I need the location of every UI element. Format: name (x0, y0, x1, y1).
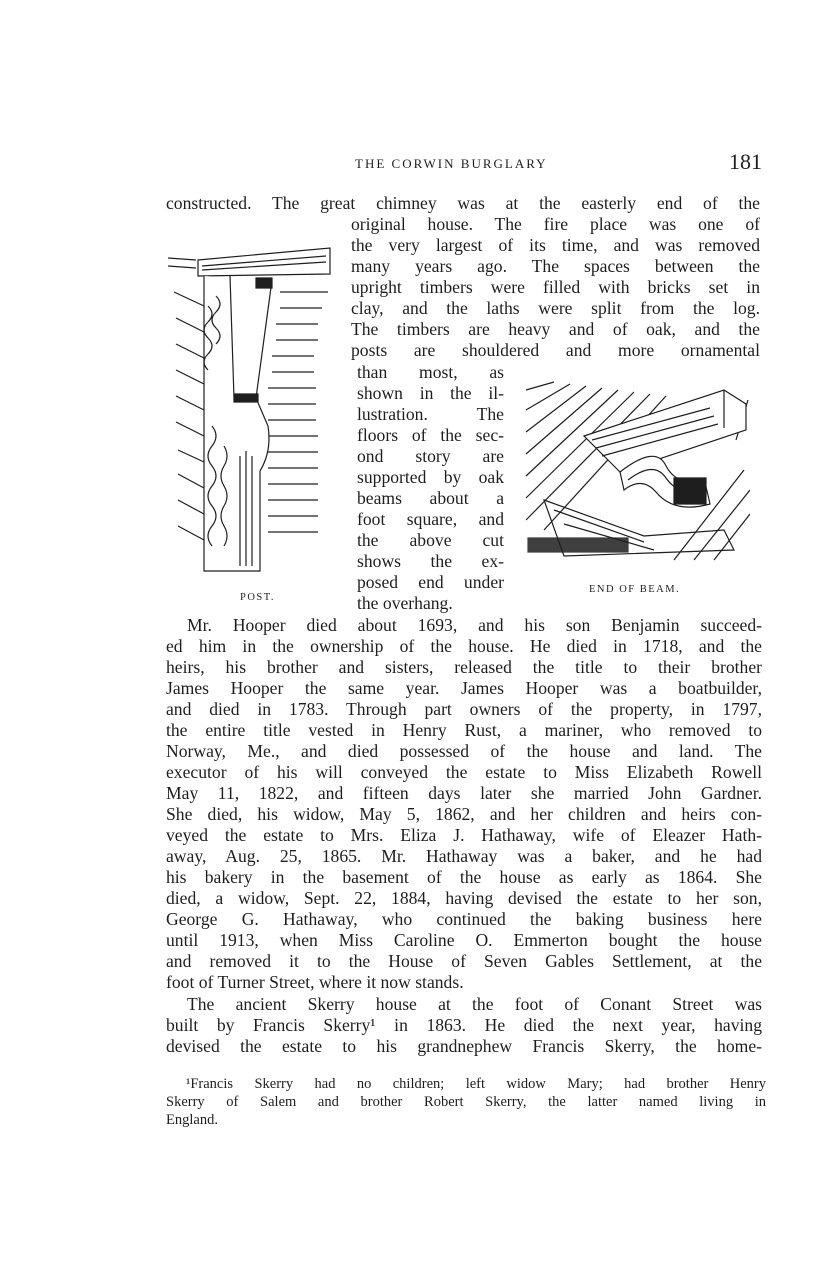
body-line: his bakery in the basement of the house as early as 1864. She (166, 867, 762, 887)
body-line: the entire title vested in Henry Rust, a mariner, who removed to (166, 720, 762, 740)
body-line: many years ago. The spaces between the (351, 256, 760, 276)
body-line: supported by oak (357, 467, 504, 487)
body-line: upright timbers were filled with bricks set in (351, 277, 760, 297)
body-line: beams about a (357, 488, 504, 508)
body-line: Norway, Me., and died possessed of the house and land. The (166, 741, 762, 761)
body-line: ond story are (357, 446, 504, 466)
end-of-beam-illustration (524, 380, 750, 562)
body-line: posed end under (357, 572, 504, 592)
body-line: She died, his widow, May 5, 1862, and her children and heirs con- (166, 804, 762, 824)
footnote-line: ¹Francis Skerry had no children; left widow Mary; had brother Henry (186, 1076, 766, 1092)
body-line: ed him in the ownership of the house. He died in 1718, and the (166, 636, 762, 656)
body-line: shows the ex- (357, 551, 504, 571)
body-line: clay, and the laths were split from the log. (351, 298, 760, 318)
page-number: 181 (729, 149, 762, 174)
body-line: James Hooper the same year. James Hooper was a boatbuilder, (166, 678, 762, 698)
body-line: built by Francis Skerry¹ in 1863. He died the next year, having (166, 1015, 762, 1035)
body-line: than most, as (357, 362, 504, 382)
body-line: and died in 1783. Through part owners of the property, in 1797, (166, 699, 762, 719)
body-line: died, a widow, Sept. 22, 1884, having devised the estate to her son, (166, 888, 762, 908)
body-line: May 11, 1822, and fifteen days later she married John Gardner. (166, 783, 762, 803)
body-line: George G. Hathaway, who continued the baking business here (166, 909, 762, 929)
body-line: the overhang. (357, 593, 453, 613)
body-line: the very largest of its time, and was removed (351, 235, 760, 255)
body-line: foot of Turner Street, where it now stands. (166, 972, 464, 992)
body-line: heirs, his brother and sisters, released the title to their brother (166, 657, 762, 677)
body-line: shown in the il- (357, 383, 504, 403)
end-of-beam-caption: END OF BEAM. (589, 584, 681, 595)
body-line: until 1913, when Miss Caroline O. Emmerton bought the house (166, 930, 762, 950)
body-line: and removed it to the House of Seven Gables Settlement, at the (166, 951, 762, 971)
post-caption: POST. (240, 592, 276, 603)
body-line: away, Aug. 25, 1865. Mr. Hathaway was a baker, and he had (166, 846, 762, 866)
body-line: executor of his will conveyed the estate to Miss Elizabeth Rowell (166, 762, 762, 782)
body-line: veyed the estate to Mrs. Eliza J. Hathaway, wife of Eleazer Hath- (166, 825, 762, 845)
body-line: posts are shouldered and more ornamental (351, 340, 760, 360)
body-line: The timbers are heavy and of oak, and the (351, 319, 760, 339)
body-line: The ancient Skerry house at the foot of Conant Street was (187, 994, 762, 1014)
running-title: THE CORWIN BURGLARY (355, 156, 548, 171)
footnote-line: England. (166, 1112, 218, 1128)
body-line: the above cut (357, 530, 504, 550)
body-line: original house. The fire place was one of (351, 214, 760, 234)
body-line: constructed. The great chimney was at the easterly end of the (166, 193, 760, 213)
footnote-line: Skerry of Salem and brother Robert Skerry, the latter named living in (166, 1094, 766, 1110)
body-line: floors of the sec- (357, 425, 504, 445)
post-illustration (168, 246, 336, 581)
body-line: devised the estate to his grandnephew Francis Skerry, the home- (166, 1036, 762, 1056)
body-line: foot square, and (357, 509, 504, 529)
body-line: lustration. The (357, 404, 504, 424)
body-line: Mr. Hooper died about 1693, and his son Benjamin succeed- (187, 615, 762, 635)
